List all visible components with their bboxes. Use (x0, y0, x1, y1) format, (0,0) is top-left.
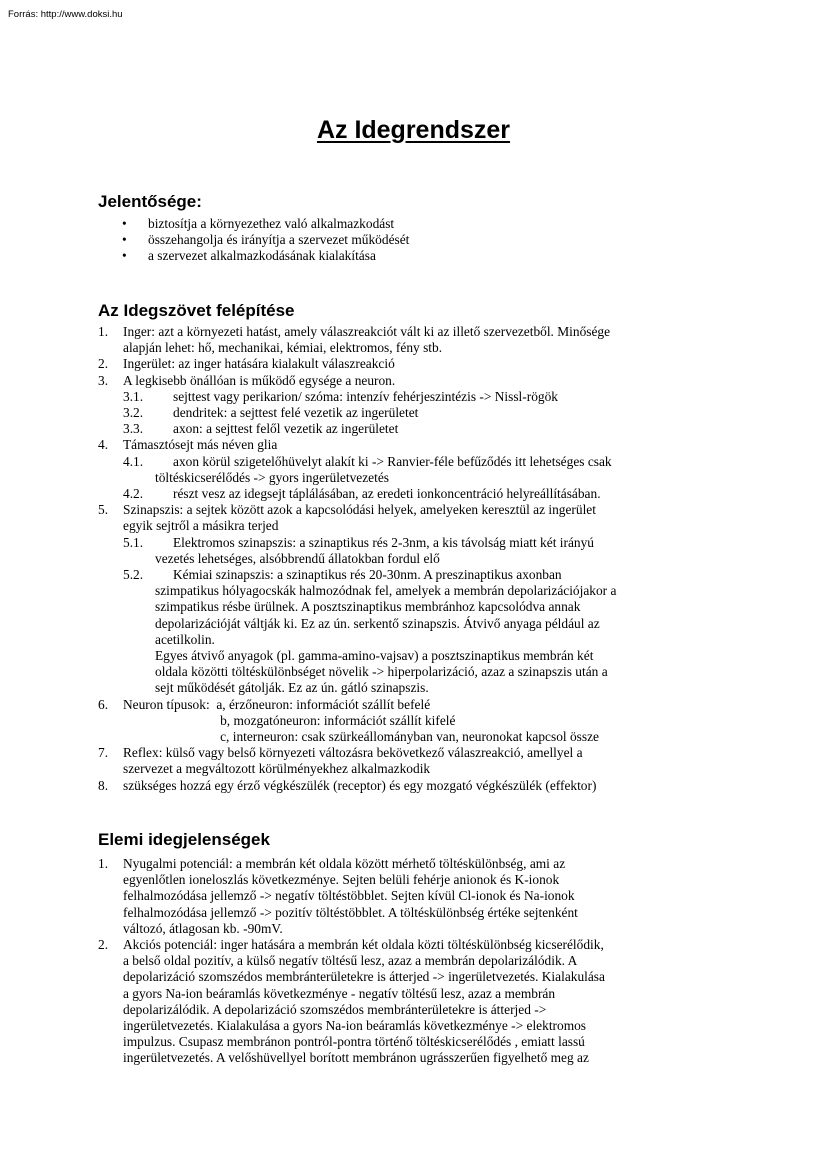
item-number: 1. (98, 324, 109, 339)
item-text-line: Akciós potenciál: inger hatására a membrán két oldala közti töltéskülönbség kicserélődik, (123, 937, 604, 953)
item-number: 7. (98, 745, 109, 761)
item-text-line: Inger: azt a környezeti hatást, amely válaszreakciót vált ki az illető szervezetből. Minősége (123, 324, 611, 339)
numbered-item (98, 356, 744, 372)
sub-item-text-line: Egyes átvivő anyagok (pl. gamma-amino-vajsav) a posztszinaptikus membrán két (155, 648, 594, 664)
sub-item (123, 389, 744, 405)
source-note: Forrás: http://www.doksi.hu (8, 9, 123, 20)
item-text-line: depolarizálódik. A depolarizáció szomszédos membránterületekre is átterjed -> (123, 1001, 547, 1017)
item-text-line: b, mozgatóneuron: információt szállít kifelé (123, 712, 456, 728)
sub-item (123, 421, 744, 437)
sub-item-text-line: Kémiai szinapszis: a szinaptikus rés 20-30nm. A preszinaptikus axonban (173, 567, 562, 583)
sub-item-number: 3.3. (123, 421, 144, 437)
sub-item-text-line: oldala közötti töltéskülönbséget növelik -> hiperpolarizáció, azaz a szinapszis után a (155, 664, 608, 680)
item-text-line: Ingerület: az inger hatására kialakult válaszreakció (123, 356, 395, 372)
item-text-line: ingerületvezetés. Kialakulása a gyors Na-ion beáramlás következménye -> elektromos (123, 1018, 587, 1034)
item-text-line: alapján lehet: hő, mechanikai, kémiai, elektromos, fény stb. (123, 340, 443, 356)
sub-item (123, 405, 744, 421)
numbered-item (98, 373, 744, 438)
item-number: 4. (98, 437, 109, 453)
sub-item-text-line: vezetés lehetséges, alsóbbrendű állatokban fordul elő (155, 550, 440, 566)
item-text-line: impulzus. Csupasz membránon pontról-pontra történő töltéskicserélődés , emiatt lassú (123, 1034, 585, 1050)
tissue-structure-list (98, 324, 744, 794)
sub-item-text-line: axon: a sejttest felől vezetik az ingerületet (173, 421, 399, 437)
bullet-item: • biztosítja a környezethez való alkalmazkodást (120, 216, 409, 232)
numbered-item (98, 778, 744, 794)
sub-item (123, 567, 744, 697)
sub-item-text-line: axon körül szigetelőhüvelyt alakít ki -> Ranvier-féle befűződés itt lehetséges csak (173, 453, 612, 469)
item-number: 8. (98, 777, 109, 793)
item-text-line: a gyors Na-ion beáramlás következménye - negatív töltésű lesz, azaz a membrán (123, 985, 556, 1001)
sub-item-text-line: részt vesz az idegsejt táplálásában, az eredeti ionkoncentráció helyreállításában. (173, 486, 601, 502)
item-text-line: szükséges hozzá egy érző végkészülék (receptor) és egy mozgató végkészülék (effektor) (123, 777, 597, 793)
item-text-line: felhalmozódása jellemző -> pozitív töltéstöbblet. A töltéskülönbség értéke sejtenként (123, 904, 578, 920)
sub-item-text-line: dendritek: a sejttest felé vezetik az ingerületet (173, 405, 419, 421)
sub-item-text-line: acetilkolin. (155, 631, 215, 647)
sub-item-text-line: szimpatikus hólyagocskák halmozódnak fel, amelyek a membrán depolarizációjakor a (155, 583, 617, 599)
sub-item-number: 5.2. (123, 567, 144, 583)
item-text-line: Reflex: külső vagy belső környezeti változásra bekövetkező válaszreakció, amellyel a (123, 745, 583, 761)
sub-item-number: 3.2. (123, 405, 144, 421)
section-heading-tissue-structure: Az Idegszövet felépítése (98, 301, 295, 320)
sub-item-number: 4.1. (123, 453, 144, 469)
bullet-item: • összehangolja és irányítja a szervezet működését (120, 232, 409, 248)
item-text-line: depolarizáció szomszédos membránterületekre is átterjed -> ingerületvezetés. Kialakulása (123, 969, 605, 985)
numbered-item (98, 745, 744, 777)
item-text-line: Támasztósejt más néven glia (123, 437, 278, 453)
page-title: Az Idegrendszer (316, 116, 511, 144)
significance-bullet-list (120, 216, 409, 265)
item-text-line: szervezet a megváltozott körülményekhez alkalmazkodik (123, 761, 431, 777)
item-text-line: változó, átlagosan kb. -90mV. (123, 920, 283, 936)
item-text-line: c, interneuron: csak szürkeállományban van, neuronokat kapcsol össze (123, 729, 599, 745)
sub-item-text-line: töltéskicserélődés -> gyors ingerületvezetés (155, 469, 389, 485)
item-text-line: egyenlőtlen ioneloszlás következménye. Sejten belüli fehérje anionok és K-ionok (123, 872, 560, 888)
item-number: 6. (98, 696, 109, 712)
item-text-line: felhalmozódása jellemző -> negatív töltéstöbblet. Sejten kívül Cl-ionok és Na-ionok (123, 888, 575, 904)
numbered-item (98, 324, 744, 356)
item-text-line: A legkisebb önállóan is működő egysége a neuron. (123, 372, 396, 388)
numbered-item (98, 502, 744, 696)
sub-item-number: 3.1. (123, 388, 144, 404)
section-heading-significance: Jelentősége: (98, 192, 202, 211)
item-number: 5. (98, 502, 109, 518)
sub-item-text-line: szimpatikus résbe ürülnek. A posztszinaptikus membránhoz kapcsolódva annak (155, 599, 581, 615)
numbered-item (98, 937, 744, 1067)
item-text-line: Szinapszis: a sejtek között azok a kapcsolódási helyek, amelyeken keresztül az ingerület (123, 502, 596, 518)
numbered-item (98, 437, 744, 502)
elementary-phenomena-list (98, 856, 744, 1067)
sub-item-text-line: depolarizációját váltják ki. Ez az ún. serkentő szinapszis. Átvivő anyaga például az (155, 615, 600, 631)
item-text-line: Neuron típusok: a, érzőneuron: információt szállít befelé (123, 696, 431, 712)
sub-item-text-line: Elektromos szinapszis: a szinaptikus rés 2-3nm, a kis távolság miatt két irányú (173, 534, 594, 550)
sub-item-number: 4.2. (123, 486, 144, 502)
item-number: 1. (98, 856, 109, 871)
sub-item-text-line: sejt működését gátolják. Ez az ún. gátló szinapszis. (155, 680, 429, 696)
item-text-line: Nyugalmi potenciál: a membrán két oldala között mérhető töltéskülönbség, ami az (123, 856, 566, 871)
sub-item (123, 535, 744, 567)
section-heading-elementary-phenomena: Elemi idegjelenségek (98, 830, 270, 849)
item-text-line: egyik sejtről a másikra terjed (123, 518, 279, 534)
item-number: 2. (98, 937, 109, 953)
numbered-item (98, 697, 744, 746)
sub-item-text-line: sejttest vagy perikarion/ szóma: intenzív fehérjeszintézis -> Nissl-rögök (173, 388, 558, 404)
sub-item (123, 486, 744, 502)
bullet-item: • a szervezet alkalmazkodásának kialakítása (120, 248, 409, 264)
item-number: 2. (98, 356, 109, 372)
item-text-line: a belső oldal pozitív, a külső negatív töltésű lesz, azaz a membrán depolarizálódik. A (123, 953, 578, 969)
item-number: 3. (98, 372, 109, 388)
sub-item-number: 5.1. (123, 534, 144, 550)
sub-item (123, 454, 744, 486)
item-text-line: ingerületvezetés. A velőshüvellyel borított membránon ugrásszerűen figyelhető meg az (123, 1050, 589, 1066)
numbered-item (98, 856, 744, 937)
